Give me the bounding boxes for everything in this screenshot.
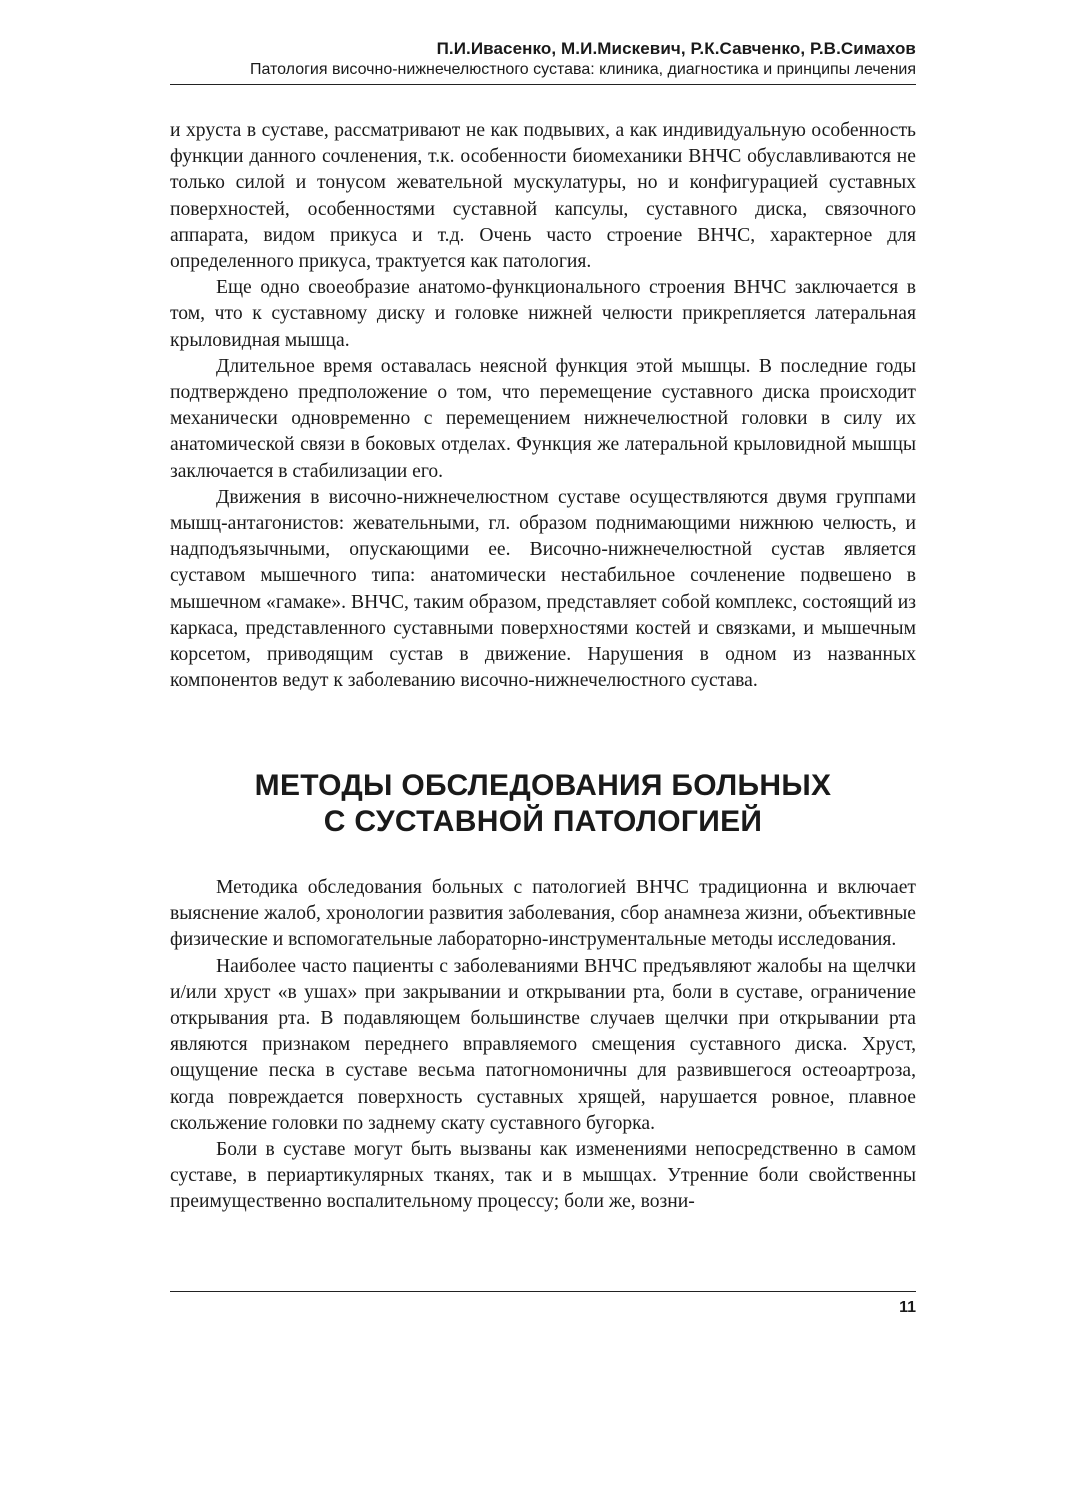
paragraph: Боли в суставе могут быть вызваны как изменениями непосредственно в самом суставе, в периартикулярных тканях, так и в мышцах. Утренние боли свойственны преимущественно воспалительному процессу; боли же, возни- xyxy=(170,1139,916,1213)
paragraph: Длительное время оставалась неясной функция этой мышцы. В последние годы подтверждено предположение о том, что перемещение суставного диска происходит механически одновременно с перемещением нижнечелюстной головки в силу их анатомической связи в боковых отделах. Функция же латеральной крыловидной мышцы заключается в стабилизации его. xyxy=(170,355,916,482)
header-authors: П.И.Ивасенко, М.И.Мискевич, Р.К.Савченко, Р.В.Симахов xyxy=(436,39,916,58)
text-block-before-heading xyxy=(170,118,916,694)
section-heading-line-1: МЕТОДЫ ОБСЛЕДОВАНИЯ БОЛЬНЫХ xyxy=(254,769,832,802)
footer-divider xyxy=(170,1291,916,1292)
paragraph: Движения в височно-нижнечелюстном суставе осуществляются двумя группами мышц-антагонистов: жевательными, гл. образом поднимающими нижнюю челюсть, и надподъязычными, опускающими ее. Височно-нижнечелюстной сустав является суставом мышечного типа: анатомически нестабильное сочленение подвешено в мышечном «гамаке». ВНЧС, таким образом, представляет собой комплекс, состоящий из каркаса, представленного суставными поверхностями костей и связками, и мышечным корсетом, приводящим сустав в движение. Нарушения в одном из названных компонентов ведут к заболеванию височно-нижнечелюстного сустава. xyxy=(170,486,916,692)
paragraph: Методика обследования больных с патологией ВНЧС традиционна и включает выяснение жалоб, хронологии развития заболевания, сбор анамнеза жизни, объективные физические и вспомогательные лабораторно-инструментальные методы исследования. xyxy=(170,877,916,951)
paragraph: Наиболее часто пациенты с заболеваниями ВНЧС предъявляют жалобы на щелчки и/или хруст «в ушах» при закрывании и открывании рта, боли в суставе, ограничение открывания рта. В подавляющем большинстве случаев щелчки при открывании рта являются признаком переднего вправляемого смещения суставного диска. Хруст, ощущение песка в суставе весьма патогномоничны для развившегося остеоартроза, когда повреждается поверхность суставных хрящей, нарушается ровное, плавное скольжение головки по заднему скату суставного бугорка. xyxy=(170,955,916,1134)
section-heading-line-2: С СУСТАВНОЙ ПАТОЛОГИЕЙ xyxy=(323,805,763,838)
header-divider xyxy=(170,84,916,85)
paragraph: Еще одно своеобразие анатомо-функционального строения ВНЧС заключается в том, что к суставному диску и головке нижней челюсти прикрепляется латеральная крыловидная мышца. xyxy=(170,277,916,351)
page-number: 11 xyxy=(899,1299,916,1316)
section-heading xyxy=(170,768,916,840)
paragraph: и хруста в суставе, рассматривают не как подвывих, а как индивидуальную особенность функции данного сочленения, т.к. особенности биомеханики ВНЧС обуславливаются не только силой и тонусом жевательной мускулатуры, но и конфигурацией суставных поверхностей, особенностями суставной капсулы, суставного диска, связочного аппарата, видом прикуса и т.д. Очень часто строение ВНЧС, характерное для определенного прикуса, трактуется как патология. xyxy=(170,120,916,273)
text-block-after-heading xyxy=(170,875,916,1216)
running-header xyxy=(170,38,916,80)
header-book-title: Патология височно-нижнечелюстного сустава: клиника, диагностика и принципы лечения xyxy=(249,61,916,78)
